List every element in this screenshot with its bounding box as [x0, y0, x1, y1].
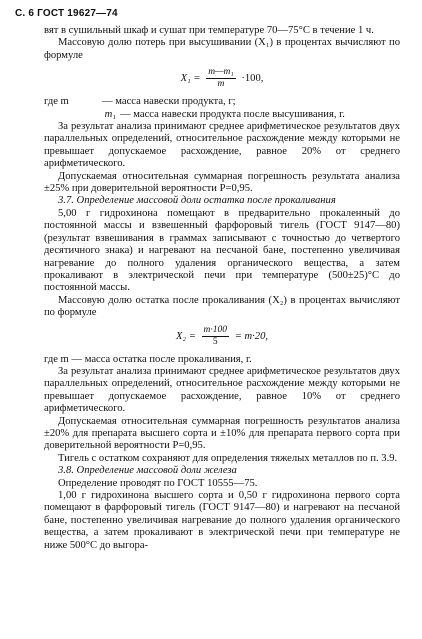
- paragraph-ignition-procedure: 5,00 г гидрохинона помещают в предварительно прокаленный до постоянной массы и взвешенный фарфоровый тигель (ГОСТ 9147—80) (результат взвешивания в граммах записывают с точностью до четвертого десятичного знака) и нагревают на песчаной бане, постепенно увеличивая нагревание до полного удаления органического вещества, а затем прокаливают в электрической печи при температуре (500±25)°С до постоянной массы.: [44, 207, 400, 294]
- formula-x1-rhs: ·100,: [241, 73, 264, 85]
- definition-m1: [44, 109, 400, 121]
- formula-x2-denominator: 5: [212, 336, 218, 347]
- paragraph-crucible-note: Тигель с остатком сохраняют для определения тяжелых металлов по п. 3.9.: [58, 452, 398, 464]
- formula-x2-lhs: X₂ =: [175, 330, 196, 342]
- formula-x1-denominator: m: [217, 79, 225, 90]
- paragraph-error-1: Допускаемая относительная суммарная погрешность результата анализа ±25% при доверительной вероятности P=0,95.: [44, 170, 400, 195]
- paragraph-error-2: Допускаемая относительная суммарная погрешность результатов анализа ±20% для препарата высшего сорта и ±10% для препарата первого сорта при доверительной вероятности P=0,95.: [44, 415, 400, 452]
- formula-x2-numerator: m·100: [203, 324, 228, 335]
- paragraph-result-1: За результат анализа принимают среднее арифметическое результатов двух параллельных определений, относительное расхождение между которыми не превышает допускаемое расхождение, равное 20% от среднего арифметического.: [44, 121, 400, 170]
- formula-x2: [44, 325, 400, 348]
- formula-x1-numerator: m—m₁: [208, 67, 234, 78]
- definition-text: — масса навески продукта после высушивания, г.: [120, 108, 345, 120]
- formula-x1-lhs: X₁ =: [180, 73, 201, 85]
- paragraph-loss-formula-intro: Массовую долю потерь при высушивании (X₁) в процентах вычисляют по формуле: [44, 37, 400, 61]
- definition-label: m₁: [104, 108, 116, 120]
- formula-x1-fraction: [206, 67, 235, 90]
- document-body: [44, 25, 400, 552]
- section-heading-3-8: 3.8. Определение массовой доли железа: [58, 465, 237, 477]
- paragraph-iron-procedure: 1,00 г гидрохинона высшего сорта и 0,50 г гидрохинона первого сорта помещают в фарфоровый тигель (ГОСТ 9147—80) и нагревают на песчаной бане, постепенно увеличивая нагревание до полного удаления органического вещества, а затем прокаливают в электрической печи при температуре не ниже 500°С до выгора-: [44, 490, 400, 551]
- definition-label: где m: [44, 96, 69, 108]
- formula-x1-definitions: [44, 96, 400, 121]
- definition-text: — масса навески продукта, г;: [102, 96, 236, 108]
- page-header: С. 6 ГОСТ 19627—74: [15, 8, 118, 19]
- formula-x2-fraction: [202, 325, 230, 348]
- section-heading-3-7: 3.7. Определение массовой доли остатка после прокаливания: [58, 195, 336, 207]
- paragraph-result-2: За результат анализа принимают среднее арифметическое результатов двух параллельных определений, относительное расхождение между которыми не превышает допускаемое расхождение, равное 10% от среднего арифметического.: [44, 365, 400, 415]
- definition-residue-m: где m — масса остатка после прокаливания, г.: [44, 353, 252, 365]
- paragraph-drying: вят в сушильный шкаф и сушат при температуре 70—75°С в течение 1 ч.: [44, 25, 374, 36]
- formula-x2-rhs: = m·20,: [234, 330, 269, 342]
- paragraph-iron-standard: Определение проводят по ГОСТ 10555—75.: [58, 477, 258, 489]
- paragraph-residue-formula-intro: Массовую долю остатка после прокаливания (X₂) в процентах вычисляют по формуле: [44, 294, 400, 319]
- definition-m: [44, 96, 400, 108]
- formula-x1: [44, 67, 400, 90]
